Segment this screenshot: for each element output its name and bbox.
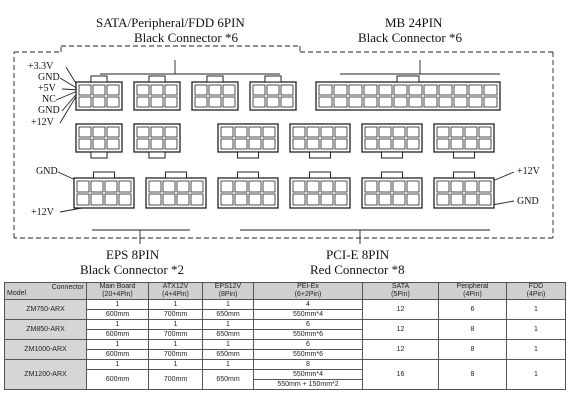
connector-pin bbox=[165, 85, 177, 95]
connector-pin bbox=[235, 139, 247, 149]
connector-pin bbox=[77, 194, 89, 205]
sata-peripheral-connector-4-latch bbox=[265, 76, 281, 82]
connector-pin bbox=[451, 181, 463, 192]
connector-pin bbox=[393, 139, 405, 149]
table-row bbox=[5, 320, 566, 330]
connector-pin bbox=[293, 194, 305, 205]
table-cell: 8 bbox=[439, 320, 507, 340]
connector-pin bbox=[319, 85, 332, 95]
connector-pin bbox=[137, 85, 149, 95]
connector-pin bbox=[195, 85, 207, 95]
table-cell: 1 bbox=[507, 300, 566, 320]
connector-pin bbox=[221, 181, 233, 192]
connector-pin bbox=[321, 194, 333, 205]
connector-pin bbox=[479, 139, 491, 149]
connector-pin bbox=[364, 97, 377, 107]
connector-pin bbox=[149, 194, 161, 205]
connector-pin bbox=[165, 97, 177, 107]
connector-pin bbox=[334, 97, 347, 107]
connector-pin bbox=[465, 181, 477, 192]
table-cell: 8 bbox=[439, 340, 507, 360]
connector-pin bbox=[307, 181, 319, 192]
corner-label-model: Model bbox=[7, 290, 27, 297]
pin-label-5v: +5V bbox=[38, 83, 56, 94]
connector-pin bbox=[91, 194, 103, 205]
connector-pin bbox=[151, 127, 163, 137]
connector-pin bbox=[293, 139, 305, 149]
connector-pin bbox=[79, 85, 91, 95]
connector-pin bbox=[249, 194, 261, 205]
eps-8pin-connector-1-latch bbox=[94, 172, 115, 178]
connector-pin bbox=[394, 97, 407, 107]
connector-pin bbox=[307, 127, 319, 137]
connector-pin bbox=[365, 127, 377, 137]
connector-pin bbox=[165, 127, 177, 137]
connector-pin bbox=[151, 97, 163, 107]
connector-pin bbox=[335, 127, 347, 137]
table-cell: 1 bbox=[149, 300, 203, 310]
connector-pin bbox=[335, 194, 347, 205]
pcie-8pin-connector-2-latch bbox=[310, 152, 331, 158]
table-cell: 650mm bbox=[203, 370, 254, 390]
connector-pin bbox=[407, 194, 419, 205]
pcie-8pin-connector-4-latch bbox=[454, 152, 475, 158]
pcie-8pin-connector-3-latch bbox=[382, 152, 403, 158]
connector-pin bbox=[249, 139, 261, 149]
table-cell: 1 bbox=[507, 340, 566, 360]
corner-label-connector: Connector bbox=[51, 284, 84, 291]
connector-pin bbox=[235, 194, 247, 205]
connector-pin bbox=[177, 181, 189, 192]
table-cell: 1 bbox=[507, 360, 566, 390]
sata-connector-subtitle: Black Connector *6 bbox=[134, 30, 238, 45]
connector-pin bbox=[253, 85, 265, 95]
connector-pin bbox=[335, 181, 347, 192]
table-cell: 600mm bbox=[87, 370, 149, 390]
connector-pin bbox=[165, 139, 177, 149]
header-peripheral: Peripheral (4Pin) bbox=[439, 283, 507, 300]
header-atx12v: ATX12V (4+4Pin) bbox=[149, 283, 203, 300]
connector-pin bbox=[379, 181, 391, 192]
connector-pin bbox=[321, 127, 333, 137]
connector-pin bbox=[221, 127, 233, 137]
connector-pin bbox=[321, 139, 333, 149]
connector-pin bbox=[379, 194, 391, 205]
table-cell: 1 bbox=[87, 300, 149, 310]
connector-pin bbox=[365, 139, 377, 149]
connector-pin bbox=[307, 139, 319, 149]
pcie-connector-title: PCI-E 8PIN bbox=[326, 247, 390, 262]
connector-pin bbox=[469, 85, 482, 95]
model-cell: ZM1200-ARX bbox=[5, 360, 87, 390]
table-cell: 1 bbox=[149, 340, 203, 350]
model-cell: ZM850-ARX bbox=[5, 320, 87, 340]
connector-pin bbox=[479, 181, 491, 192]
connector-pin bbox=[137, 139, 149, 149]
table-cell: 1 bbox=[87, 320, 149, 330]
connector-pin bbox=[439, 85, 452, 95]
connector-pin bbox=[394, 85, 407, 95]
table-cell: 600mm bbox=[87, 310, 149, 320]
connector-pin bbox=[137, 127, 149, 137]
table-cell: 700mm bbox=[149, 370, 203, 390]
connector-pin bbox=[267, 97, 279, 107]
connector-pin bbox=[119, 181, 131, 192]
table-cell: 700mm bbox=[149, 350, 203, 360]
table-cell: 600mm bbox=[87, 330, 149, 340]
connector-pin bbox=[379, 85, 392, 95]
connector-pin bbox=[484, 97, 497, 107]
specs-table bbox=[4, 282, 566, 390]
pin-label-3v3: +3.3V bbox=[28, 61, 54, 72]
table-cell: 550mm*4 bbox=[254, 370, 363, 380]
connector-pin bbox=[281, 97, 293, 107]
connector-pin bbox=[151, 85, 163, 95]
pcie-connector-subtitle: Red Connector *8 bbox=[310, 262, 405, 277]
connector-pin bbox=[107, 139, 119, 149]
connector-pin bbox=[223, 97, 235, 107]
connector-pin bbox=[479, 127, 491, 137]
table-corner-cell bbox=[5, 283, 87, 300]
table-cell: 1 bbox=[203, 320, 254, 330]
connector-pin bbox=[379, 127, 391, 137]
connector-pin bbox=[409, 97, 422, 107]
table-cell: 1 bbox=[203, 340, 254, 350]
eps-connector-subtitle: Black Connector *2 bbox=[80, 262, 184, 277]
connector-pin bbox=[177, 194, 189, 205]
connector-pin bbox=[93, 85, 105, 95]
connector-pin bbox=[107, 127, 119, 137]
sata-peripheral-connector-1-latch bbox=[91, 76, 107, 82]
table-cell: 6 bbox=[439, 300, 507, 320]
eps-8pin-connector-2-latch bbox=[166, 172, 187, 178]
connector-pin bbox=[365, 181, 377, 192]
header-pei-ex: PEI-Ex (6+2Pin) bbox=[254, 283, 363, 300]
table-cell: 1 bbox=[149, 360, 203, 370]
connector-pin bbox=[223, 85, 235, 95]
mb-connector-title: MB 24PIN bbox=[385, 15, 443, 30]
connector-pin bbox=[191, 181, 203, 192]
connector-pin bbox=[349, 85, 362, 95]
connector-pin bbox=[465, 127, 477, 137]
connector-pin bbox=[424, 97, 437, 107]
header-fdd: FDD (4Pin) bbox=[507, 283, 566, 300]
connector-pin bbox=[465, 139, 477, 149]
mb-24pin-connector-latch bbox=[397, 76, 419, 82]
table-cell: 6 bbox=[254, 320, 363, 330]
pin-label-nc: NC bbox=[42, 94, 56, 105]
connector-pin bbox=[93, 127, 105, 137]
table-cell: 12 bbox=[363, 340, 439, 360]
table-cell: 1 bbox=[87, 360, 149, 370]
connector-pin bbox=[319, 97, 332, 107]
pcie-8pin-connector-1-latch bbox=[238, 152, 259, 158]
table-cell: 700mm bbox=[149, 310, 203, 320]
connector-pin bbox=[484, 85, 497, 95]
table-cell: 1 bbox=[149, 320, 203, 330]
connector-pin bbox=[221, 139, 233, 149]
pcie-8pin-connector-7-latch bbox=[382, 172, 403, 178]
pin-label-12v: +12V bbox=[31, 117, 54, 128]
eps-gnd-label: GND bbox=[36, 166, 58, 177]
connector-pin bbox=[105, 194, 117, 205]
table-cell: 1 bbox=[507, 320, 566, 340]
connector-pin bbox=[321, 181, 333, 192]
connector-pin bbox=[469, 97, 482, 107]
pin-label-gnd: GND bbox=[38, 72, 60, 83]
sata-connector-title: SATA/Peripheral/FDD 6PIN bbox=[96, 15, 245, 30]
sata-peripheral-connector-3-latch bbox=[207, 76, 223, 82]
connector-pin bbox=[209, 85, 221, 95]
connector-pin bbox=[409, 85, 422, 95]
connector-pin bbox=[437, 194, 449, 205]
table-cell: 650mm bbox=[203, 350, 254, 360]
table-row bbox=[5, 300, 566, 310]
connector-pin bbox=[379, 97, 392, 107]
connector-pin bbox=[93, 97, 105, 107]
eps-connector-title: EPS 8PIN bbox=[106, 247, 160, 262]
connector-pin bbox=[79, 97, 91, 107]
connector-pin bbox=[293, 127, 305, 137]
table-cell: 550mm*6 bbox=[254, 350, 363, 360]
table-cell: 650mm bbox=[203, 330, 254, 340]
table-row bbox=[5, 360, 566, 370]
connector-pin bbox=[93, 139, 105, 149]
pin-label-gnd-2: GND bbox=[38, 105, 60, 116]
table-cell: 550mm + 150mm*2 bbox=[254, 380, 363, 390]
connector-pin bbox=[293, 181, 305, 192]
connector-pin bbox=[163, 194, 175, 205]
connector-pin bbox=[77, 181, 89, 192]
connector-pin bbox=[407, 181, 419, 192]
table-cell: 6 bbox=[254, 340, 363, 350]
connector-pin bbox=[451, 127, 463, 137]
table-cell: 12 bbox=[363, 300, 439, 320]
connector-pin bbox=[263, 127, 275, 137]
connector-pin bbox=[349, 97, 362, 107]
connector-pin bbox=[437, 139, 449, 149]
connector-pin bbox=[364, 85, 377, 95]
connector-pin bbox=[393, 181, 405, 192]
connector-pin bbox=[263, 181, 275, 192]
connector-pin bbox=[451, 194, 463, 205]
connector-pin bbox=[151, 139, 163, 149]
connector-pin bbox=[307, 194, 319, 205]
table-cell: 12 bbox=[363, 320, 439, 340]
sata-connector-6-latch bbox=[149, 152, 165, 158]
connector-pin bbox=[105, 181, 117, 192]
connector-pin bbox=[465, 194, 477, 205]
pcie-8pin-connector-6-latch bbox=[310, 172, 331, 178]
table-cell: 650mm bbox=[203, 310, 254, 320]
sata-connector-5-latch bbox=[91, 152, 107, 158]
connector-pin bbox=[107, 97, 119, 107]
pcie-8pin-connector-8-latch bbox=[454, 172, 475, 178]
table-cell: 1 bbox=[203, 300, 254, 310]
connector-pin bbox=[281, 85, 293, 95]
table-cell: 8 bbox=[254, 360, 363, 370]
pcie-gnd-label: GND bbox=[517, 196, 539, 207]
connector-pin bbox=[249, 127, 261, 137]
pcie-8pin-connector-5-latch bbox=[238, 172, 259, 178]
connector-pin bbox=[407, 127, 419, 137]
connector-pin bbox=[263, 139, 275, 149]
connector-pin bbox=[163, 181, 175, 192]
table-header-row bbox=[5, 283, 566, 300]
connector-pin bbox=[195, 97, 207, 107]
connector-pin bbox=[334, 85, 347, 95]
connector-pin bbox=[407, 139, 419, 149]
connector-pin bbox=[335, 139, 347, 149]
connector-pin bbox=[451, 139, 463, 149]
connector-pin bbox=[79, 127, 91, 137]
connector-pin bbox=[119, 194, 131, 205]
table-cell: 1 bbox=[203, 360, 254, 370]
connector-pin bbox=[479, 194, 491, 205]
connector-pin bbox=[454, 85, 467, 95]
connector-pin bbox=[365, 194, 377, 205]
connector-pin bbox=[79, 139, 91, 149]
connector-pin bbox=[191, 194, 203, 205]
pcie-12v-label: +12V bbox=[517, 166, 540, 177]
connector-pin bbox=[107, 85, 119, 95]
header-sata: SATA (5Pin) bbox=[363, 283, 439, 300]
table-cell: 16 bbox=[363, 360, 439, 390]
connector-pin bbox=[439, 97, 452, 107]
pcie-gnd-leader bbox=[492, 201, 514, 205]
mb-connector-subtitle: Black Connector *6 bbox=[358, 30, 462, 45]
header-main-board: Main Board (20+4Pin) bbox=[87, 283, 149, 300]
connector-pin bbox=[249, 181, 261, 192]
header-eps12v: EPS12V (8Pin) bbox=[203, 283, 254, 300]
connector-pin bbox=[209, 97, 221, 107]
table-cell: 600mm bbox=[87, 350, 149, 360]
connector-pin bbox=[263, 194, 275, 205]
connector-pin bbox=[91, 181, 103, 192]
sata-peripheral-connector-2-latch bbox=[149, 76, 165, 82]
connector-pin bbox=[235, 127, 247, 137]
connector-pin bbox=[437, 127, 449, 137]
connector-pin bbox=[424, 85, 437, 95]
model-cell: ZM750-ARX bbox=[5, 300, 87, 320]
connector-pin bbox=[253, 97, 265, 107]
table-row bbox=[5, 340, 566, 350]
connector-pin bbox=[267, 85, 279, 95]
connector-pin bbox=[149, 181, 161, 192]
connector-pin bbox=[437, 181, 449, 192]
connector-pin bbox=[221, 194, 233, 205]
connector-pin bbox=[379, 139, 391, 149]
eps-12v-label: +12V bbox=[31, 207, 54, 218]
connector-pin bbox=[393, 194, 405, 205]
connector-pin bbox=[393, 127, 405, 137]
model-cell: ZM1000-ARX bbox=[5, 340, 87, 360]
table-cell: 1 bbox=[87, 340, 149, 350]
table-cell: 700mm bbox=[149, 330, 203, 340]
connector-pin bbox=[137, 97, 149, 107]
connector-pin bbox=[454, 97, 467, 107]
connector-pin bbox=[235, 181, 247, 192]
table-cell: 4 bbox=[254, 300, 363, 310]
table-cell: 8 bbox=[439, 360, 507, 390]
table-cell: 550mm*6 bbox=[254, 330, 363, 340]
table-cell: 550mm*4 bbox=[254, 310, 363, 320]
